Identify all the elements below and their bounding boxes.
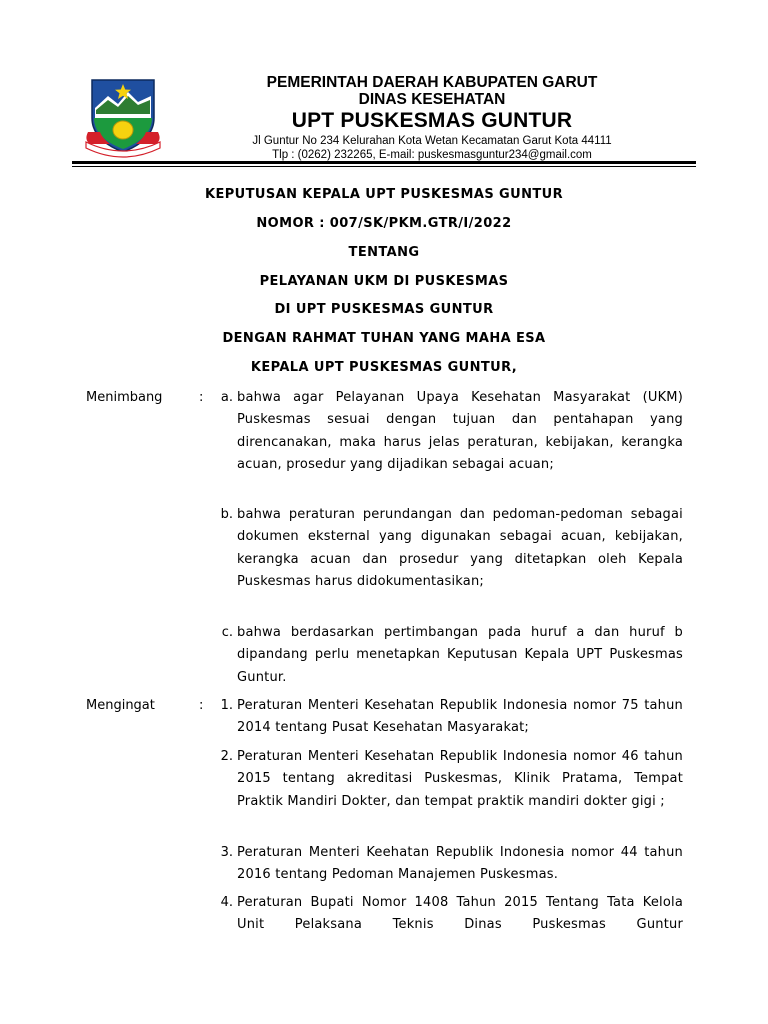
mengingat-item-marker: 2.	[220, 749, 233, 764]
decree-issuer: KEPALA UPT PUSKESMAS GUNTUR,	[250, 360, 518, 375]
menimbang-item-marker: a.	[220, 390, 233, 405]
menimbang-item-marker: c.	[221, 625, 233, 640]
decree-subject-line1: PELAYANAN UKM DI PUSKESMAS	[259, 274, 509, 289]
letterhead-rule-thin	[72, 166, 696, 167]
menimbang-label: Menimbang	[86, 390, 163, 405]
letterhead-institution: UPT PUSKESMAS GUNTUR	[291, 109, 573, 132]
letterhead	[212, 74, 652, 162]
mengingat-item-text: Peraturan Bupati Nomor 1408 Tahun 2015 Tentang Tata Kelola Unit Pelaksana Teknis Dinas Puskesmas Guntur	[237, 895, 683, 933]
menimbang-item-text: bahwa peraturan perundangan dan pedoman-pedoman sebagai dokumen eksternal yang digunakan sebagai acuan, kebijakan, kerangka acuan dan prosedur yang ditetapkan oleh Kepala Puskesmas harus didokumentasikan;	[237, 507, 683, 589]
letterhead-government: PEMERINTAH DAERAH KABUPATEN GARUT	[266, 74, 598, 91]
mengingat-label: Mengingat	[86, 698, 155, 713]
letterhead-address: Jl Guntur No 234 Kelurahan Kota Wetan Kecamatan Garut Kota 44111	[252, 135, 612, 147]
mengingat-item-text: Peraturan Menteri Keehatan Republik Indonesia nomor 44 tahun 2016 tentang Pedoman Manajemen Puskesmas.	[237, 845, 683, 883]
mengingat-colon: :	[199, 698, 204, 713]
mengingat-item-marker: 4.	[220, 895, 233, 910]
decree-invocation: DENGAN RAHMAT TUHAN YANG MAHA ESA	[222, 331, 546, 346]
decree-title: KEPUTUSAN KEPALA UPT PUSKESMAS GUNTUR	[205, 187, 563, 202]
letterhead-rule-thick	[72, 161, 696, 164]
menimbang-item-marker: b.	[220, 507, 233, 522]
mengingat-item-marker: 1.	[220, 698, 233, 713]
mengingat-item-marker: 3.	[220, 845, 233, 860]
letterhead-contact: Tlp : (0262) 232265, E-mail: puskesmasguntur234@gmail.com	[272, 149, 592, 161]
menimbang-item-text: bahwa agar Pelayanan Upaya Kesehatan Masyarakat (UKM) Puskesmas sesuai dengan tujuan dan pentahapan yang direncanakan, maka harus jelas peraturan, kebijakan, kerangka acuan, prosedur yang dijadikan sebagai acuan;	[237, 390, 683, 472]
menimbang-colon: :	[199, 390, 204, 405]
decree-number: NOMOR : 007/SK/PKM.GTR/I/2022	[256, 216, 512, 231]
mengingat-item-text: Peraturan Menteri Kesehatan Republik Indonesia nomor 46 tahun 2015 tentang akreditasi Puskesmas, Klinik Pratama, Tempat Praktik Mandiri Dokter, dan tempat praktik mandiri dokter gigi ;	[237, 749, 683, 809]
decree-about-label: TENTANG	[348, 245, 420, 260]
garut-regency-logo	[80, 74, 166, 160]
decree-subject-line2: DI UPT PUSKESMAS GUNTUR	[274, 302, 494, 317]
menimbang-item-text: bahwa berdasarkan pertimbangan pada huruf a dan huruf b dipandang perlu menetapkan Keputusan Kepala UPT Puskesmas Guntur.	[237, 625, 683, 685]
mengingat-item-text: Peraturan Menteri Kesehatan Republik Indonesia nomor 75 tahun 2014 tentang Pusat Kesehatan Masyarakat;	[237, 698, 683, 736]
letterhead-office: DINAS KESEHATAN	[358, 91, 506, 108]
